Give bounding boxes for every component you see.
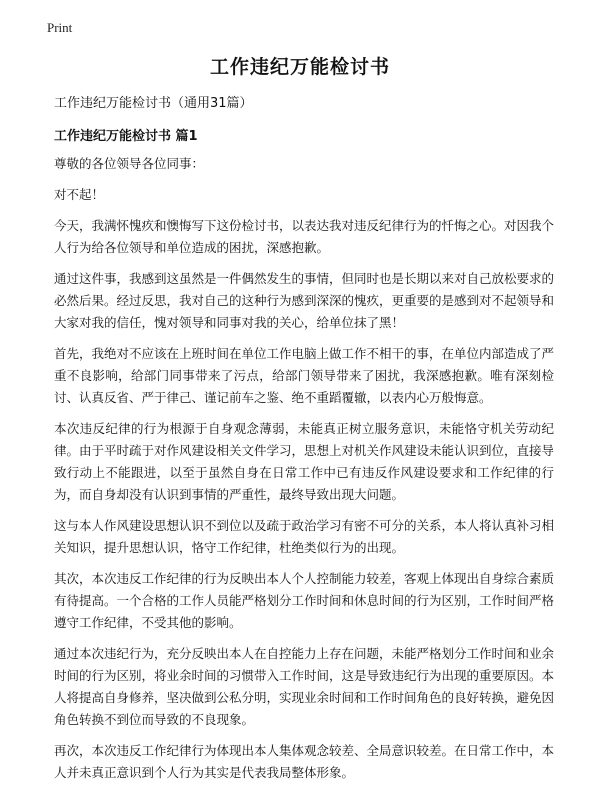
body-paragraph: 首先，我绝对不应该在上班时间在单位工作电脑上做工作不相干的事，在单位内部造成了严重不良影响，给部门同事带来了污点，给部门领导带来了困扰，我深感抱歉。唯有深刻检讨、认真反省、严于律己、谨记前车之鉴、绝不重蹈覆辙，以表内心万般悔意。 [54,346,555,405]
body-paragraph: 这与本人作风建设思想认识不到位以及疏于政治学习有密不可分的关系，本人将认真补习相关知识，提升思想认识，恪守工作纪律，杜绝类似行为的出现。 [54,518,555,555]
body-paragraph: 通过这件事，我感到这虽然是一件偶然发生的事情，但同时也是长期以来对自己放松要求的必然后果。经过反思，我对自己的这种行为感到深深的愧疚，更重要的是感到对不起领导和大家对我的信任，愧对领导和同事对我的关心，给单位抹了黑！ [54,271,555,330]
body-paragraph: 本次违反纪律的行为根源于自身观念薄弱，未能真正树立服务意识，未能恪守机关劳动纪律。由于平时疏于对作风建设相关文件学习，思想上对机关作风建设未能认识到位，直接导致行动上不能跟进，以至于虽然自身在日常工作中已有违反作风建设要求和工作纪律的行为，而自身却没有认识到事情的严重性，最终导致出现大问题。 [54,421,555,502]
body-paragraph: 再次，本次违反工作纪律行为体现出本人集体观念较差、全局意识较差。在日常工作中，本人并未真正意识到个人行为其实是代表我局整体形象。 [54,743,555,780]
body-paragraph: 今天，我满怀愧疚和懊悔写下这份检讨书，以表达我对违反纪律行为的忏悔之心。对因我个人行为给各位领导和单位造成的困扰，深感抱歉。 [54,218,555,255]
salutation: 尊敬的各位领导各位同事： [54,156,205,171]
print-link[interactable]: Print [47,20,73,35]
document-body [54,153,554,793]
body-paragraph: 其次，本次违反工作纪律的行为反映出本人个人控制能力较差，客观上体现出自身综合素质有待提高。一个合格的工作人员能严格划分工作时间和休息时间的行为区别，工作时间严格遵守工作纪律，不受其他的影响。 [54,571,555,630]
section-heading: 工作违纪万能检讨书 篇1 [54,129,198,144]
document-subtitle: 工作违纪万能检讨书（通用31篇） [54,96,253,111]
page-title: 工作违纪万能检讨书 [209,56,390,78]
apology-line: 对不起！ [54,187,105,202]
body-paragraph: 通过本次违纪行为，充分反映出本人在自控能力上存在问题，未能严格划分工作时间和业余时间的行为区别，将业余时间的习惯带入工作时间，这是导致违纪行为出现的重要原因。本人将提高自身修养，坚决做到公私分明，实现业余时间和工作时间角色的良好转换，避免因角色转换不到位而导致的不良现象。 [54,646,555,727]
